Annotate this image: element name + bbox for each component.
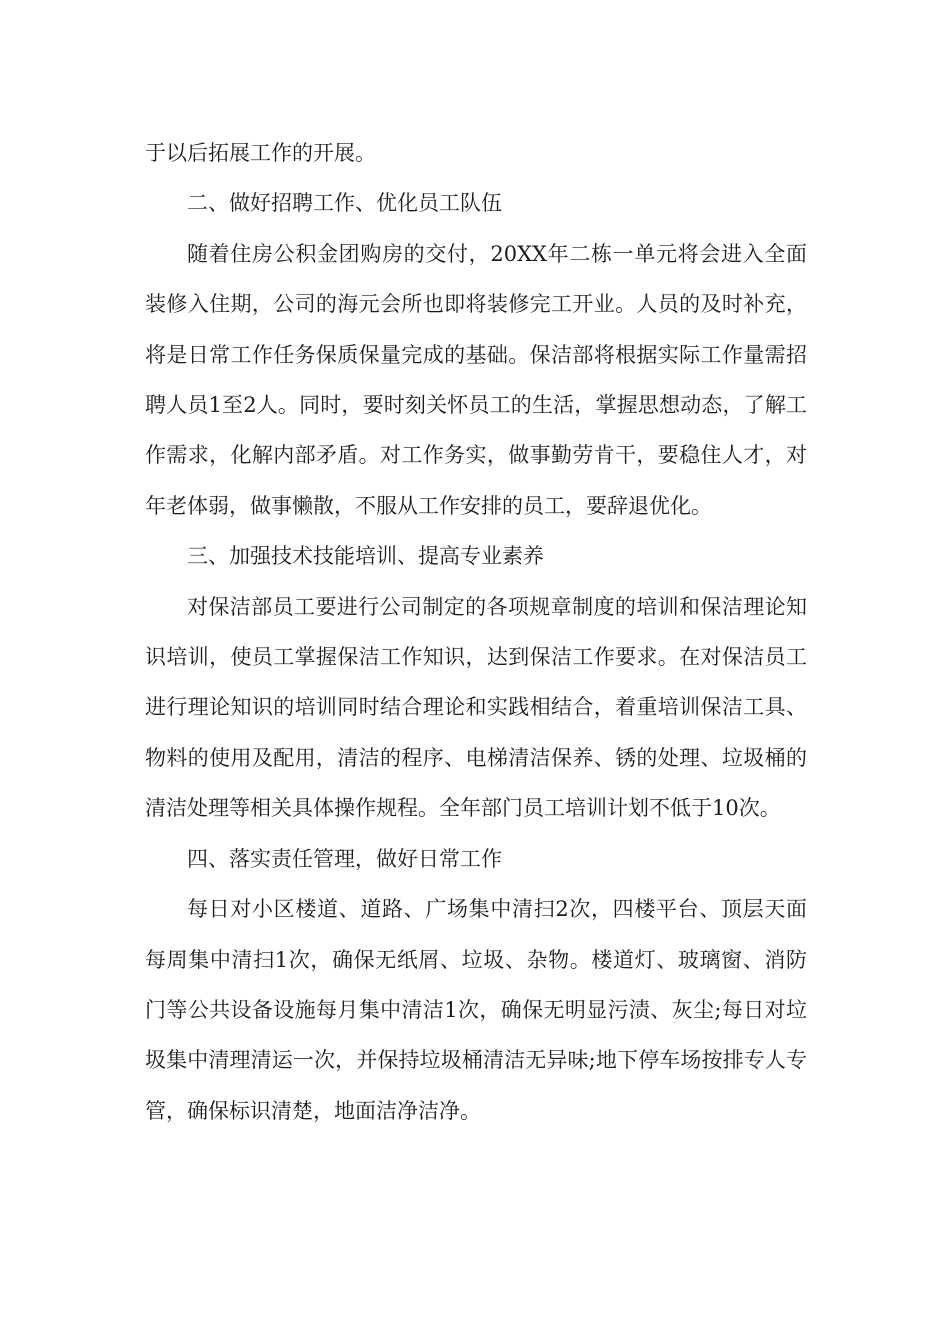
paragraph-recruitment: 随着住房公积金团购房的交付，20XX年二栋一单元将会进入全面装修入住期，公司的海元会所也即将装修完工开业。人员的及时补充，将是日常工作任务保质保量完成的基础。保洁部将根据实际工作量需招聘人员1至2人。同时，要时刻关怀员工的生活，掌握思想动态，了解工作需求，化解内部矛盾。对工作务实，做事勤劳肯干，要稳住人才，对年老体弱，做事懒散，不服从工作安排的员工，要辞退优化。 — [145, 241, 807, 518]
section-heading-daily-work: 四、落实责任管理，做好日常工作 — [187, 846, 502, 871]
paragraph-continuation: 于以后拓展工作的开展。 — [145, 141, 376, 165]
paragraph-training: 对保洁部员工要进行公司制定的各项规章制度的培训和保洁理论知识培训，使员工掌握保洁工作知识，达到保洁工作要求。在对保洁员工进行理论知识的培训同时结合理论和实践相结合，着重培训保洁工具、物料的使用及配用，清洁的程序、电梯清洁保养、锈的处理、垃圾桶的清洁处理等相关具体操作规程。全年部门员工培训计划不低于10次。 — [145, 594, 807, 821]
paragraph-daily-work: 每日对小区楼道、道路、广场集中清扫2次，四楼平台、顶层天面每周集中清扫1次，确保无纸屑、垃圾、杂物。楼道灯、玻璃窗、消防门等公共设备设施每月集中清洁1次，确保无明显污渍、灰尘;每日对垃圾集中清理清运一次，并保持垃圾桶清洁无异味;地下停车场按排专人专管，确保标识清楚，地面洁净洁净。 — [145, 897, 807, 1123]
section-heading-recruitment: 二、做好招聘工作、优化员工队伍 — [187, 191, 502, 216]
document-body — [145, 128, 807, 1136]
section-heading-training: 三、加强技术技能培训、提高专业素养 — [187, 544, 544, 569]
